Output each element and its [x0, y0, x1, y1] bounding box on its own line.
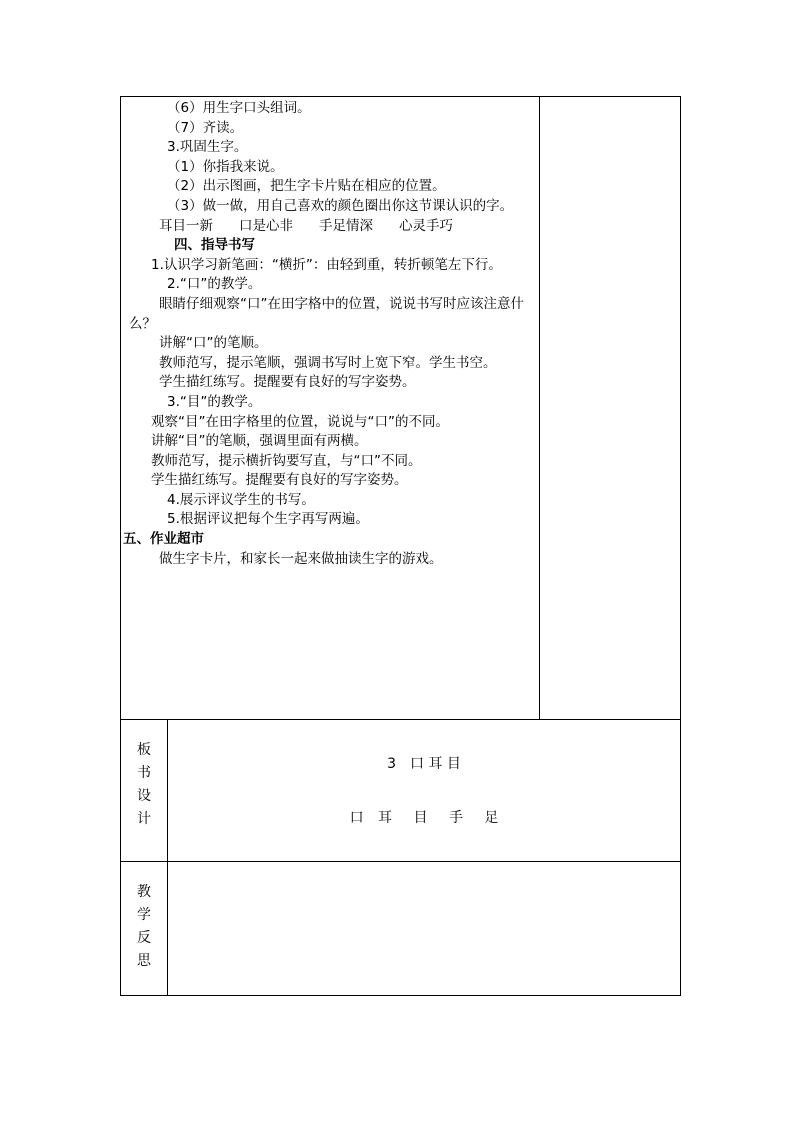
idiom: 耳目一新 — [159, 217, 213, 234]
teaching-process-content — [123, 99, 539, 569]
text-line: 2.“口”的教学。 — [167, 276, 262, 293]
text-line: 观察“目”在田字格里的位置，说说与“口”的不同。 — [151, 413, 449, 430]
board-design-label — [121, 739, 167, 831]
label-char: 学 — [137, 907, 151, 923]
board-char-list — [167, 807, 681, 827]
label-char: 计 — [137, 811, 151, 827]
board-char: 目 — [413, 810, 428, 826]
section-heading: 五、作业超市 — [123, 531, 204, 548]
row-divider-reflection — [121, 861, 680, 862]
text-line: 教师范写，提示笔顺，强调书写时上宽下窄。学生书空。 — [159, 354, 497, 371]
text-line: 3.“目”的教学。 — [167, 393, 262, 410]
label-char: 板 — [137, 742, 151, 758]
text-line: 4.展示评议学生的书写。 — [167, 491, 315, 508]
lesson-plan-table — [120, 96, 681, 996]
board-char: 耳 — [378, 810, 393, 826]
idiom: 口是心非 — [239, 217, 293, 234]
label-char: 教 — [137, 884, 151, 900]
section-heading: 四、指导书写 — [174, 237, 255, 254]
text-line: 学生描红练写。提醒要有良好的写字姿势。 — [159, 374, 416, 391]
label-char: 思 — [137, 953, 151, 969]
idiom: 手足情深 — [319, 217, 373, 234]
idiom-list — [129, 217, 539, 237]
label-char: 书 — [137, 765, 151, 781]
text-line: （6）用生字口头组词。 — [167, 100, 311, 116]
text-line: 3.巩固生字。 — [167, 139, 248, 156]
label-char: 设 — [137, 788, 151, 804]
text-line: 眼睛仔细观察“口”在田字格中的位置，说说书写时应该注意什么？ — [129, 295, 524, 332]
text-line: （3）做一做，用自己喜欢的颜色圈出你这节课认识的字。 — [167, 197, 514, 214]
board-char: 口 — [349, 810, 364, 826]
notes-column-divider — [539, 97, 540, 719]
board-char: 手 — [448, 810, 463, 826]
text-line: （2）出示图画，把生字卡片贴在相应的位置。 — [167, 178, 446, 195]
board-char: 足 — [484, 810, 499, 826]
text-line: 5.根据评议把每个生字再写两遍。 — [167, 511, 369, 528]
text-line: 做生字卡片，和家长一起来做抽读生字的游戏。 — [159, 550, 443, 567]
text-line: 学生描红练写。提醒要有良好的写字姿势。 — [151, 472, 408, 489]
text-line: 1.认识学习新笔画：“横折”：由轻到重，转折顿笔左下行。 — [151, 256, 502, 273]
text-line: 讲解“目”的笔顺，强调里面有两横。 — [151, 433, 368, 450]
idiom: 心灵手巧 — [399, 217, 453, 234]
label-char: 反 — [137, 930, 151, 946]
text-line: 讲解“口”的笔顺。 — [159, 335, 268, 352]
row-divider-board — [121, 719, 680, 720]
reflection-label — [121, 881, 167, 973]
board-title-line: 3 口 耳 目 — [387, 756, 461, 772]
text-line: （7）齐读。 — [167, 119, 244, 136]
text-line: （1）你指我来说。 — [167, 158, 284, 175]
text-line: 教师范写，提示横折钩要写直，与“口”不同。 — [151, 452, 422, 469]
